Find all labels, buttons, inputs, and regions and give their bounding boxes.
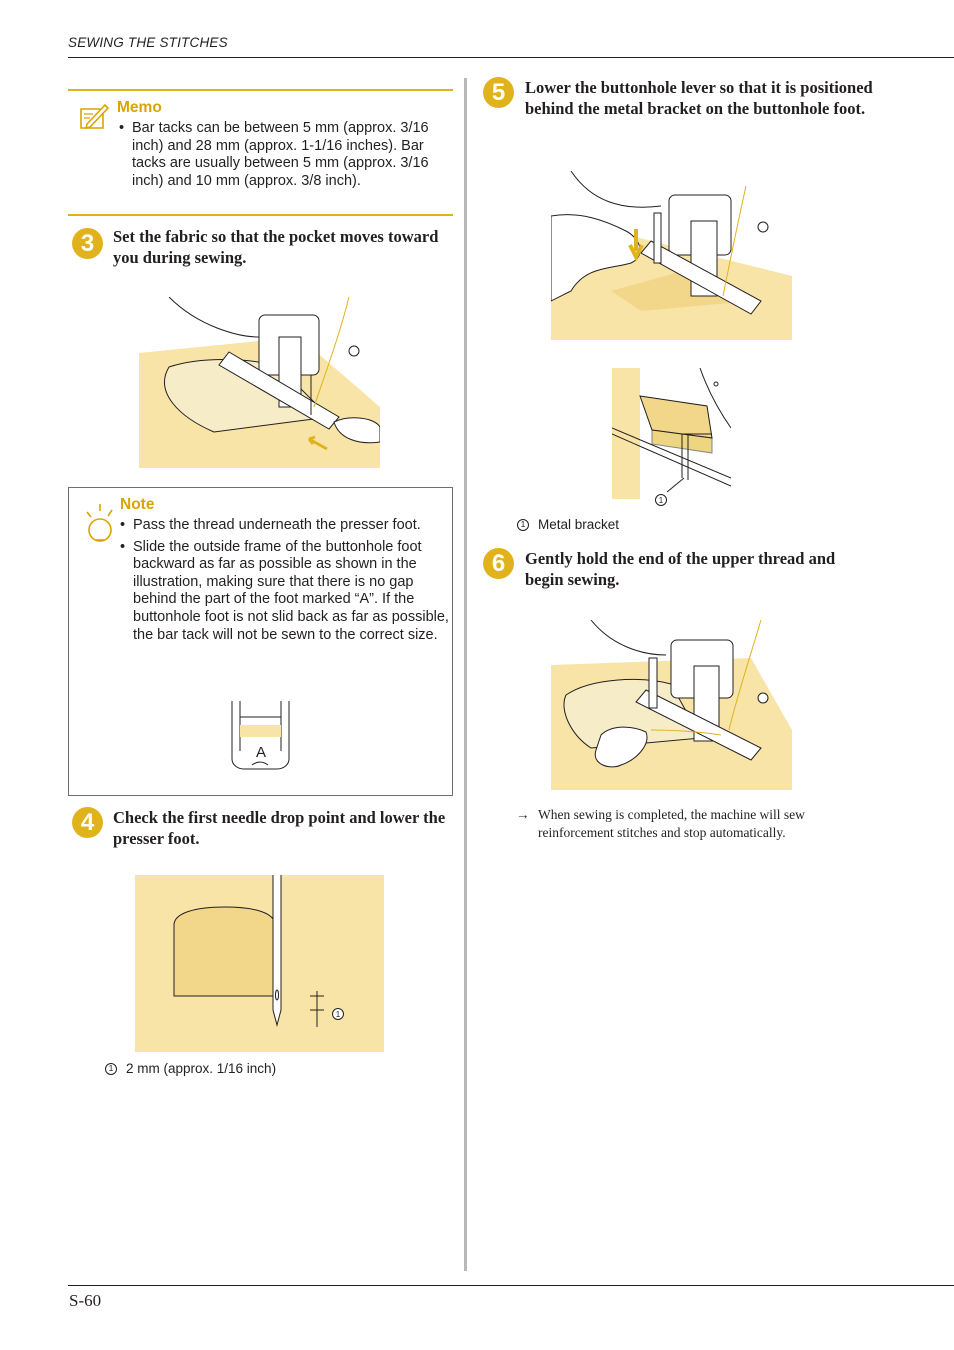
step-number-badge: 6 xyxy=(483,548,514,579)
step-3-illustration xyxy=(139,297,380,468)
page-number: S-60 xyxy=(69,1291,102,1310)
note-item: • Pass the thread underneath the presser foot. xyxy=(120,517,450,535)
result-note-text: When sewing is completed, the machine will sew reinforcement stitches and stop automatically. xyxy=(538,807,805,840)
callout-marker-icon: 1 xyxy=(335,1010,341,1019)
step-5-caption-text: Metal bracket xyxy=(538,517,620,532)
step-number-badge: 4 xyxy=(72,807,103,838)
step-5-illustration xyxy=(551,171,792,340)
callout-marker-icon: 1 xyxy=(105,1063,117,1075)
column-divider xyxy=(464,78,467,1271)
memo-pencil-icon xyxy=(79,102,109,130)
memo-title: Memo xyxy=(117,99,162,116)
metal-bracket-detail-figure xyxy=(612,368,731,499)
step-number-badge: 3 xyxy=(72,228,103,259)
step-5-caption xyxy=(517,517,619,532)
step-4-needle-figure xyxy=(135,875,384,1052)
note-item: • Slide the outside frame of the buttonhole foot backward as far as possible as shown in the illustration, making sure that there is no gap behind the part of the foot marked “A”. If the buttonhole foot is not slid back as far as possible, the bar tack will not be sewn to the correct size. xyxy=(120,539,450,645)
completion-result-note xyxy=(516,806,876,841)
note-box xyxy=(68,487,453,796)
step-3-instruction: Set the fabric so that the pocket moves toward you during sewing. xyxy=(113,227,439,267)
header-rule xyxy=(68,57,954,58)
step-6-instruction: Gently hold the end of the upper thread and begin sewing. xyxy=(525,549,836,589)
memo-item: • Bar tacks can be between 5 mm (approx. 3/16 inch) and 28 mm (approx. 1-1/16 inches). Bar tacks are usually between 5 mm (approx. 3/16 inch) and 10 mm (approx. 3/8 inch). xyxy=(119,120,449,190)
footer-rule xyxy=(68,1285,954,1286)
note-bulb-icon xyxy=(82,500,114,546)
result-arrow-icon: → xyxy=(516,807,530,822)
metal-bracket-callout xyxy=(654,493,668,507)
step-4-instruction: Check the first needle drop point and lower the presser foot. xyxy=(113,808,446,848)
callout-marker-icon: 1 xyxy=(517,519,529,531)
step-4-caption-text: 2 mm (approx. 1/16 inch) xyxy=(126,1061,277,1076)
step-5-instruction: Lower the buttonhole lever so that it is positioned behind the metal bracket on the buttonhole foot. xyxy=(525,78,873,118)
note-title: Note xyxy=(120,496,155,513)
callout-marker-icon: 1 xyxy=(658,496,664,505)
page-header-title: SEWING THE STITCHES xyxy=(68,35,228,50)
buttonhole-foot-detail-figure xyxy=(230,701,291,773)
foot-label-a: A xyxy=(255,744,267,761)
note-list xyxy=(120,517,450,644)
step-number-badge: 5 xyxy=(483,77,514,108)
step-6-illustration xyxy=(551,620,792,790)
step-4-caption xyxy=(105,1061,276,1076)
memo-box xyxy=(68,89,453,216)
memo-list xyxy=(119,120,449,190)
